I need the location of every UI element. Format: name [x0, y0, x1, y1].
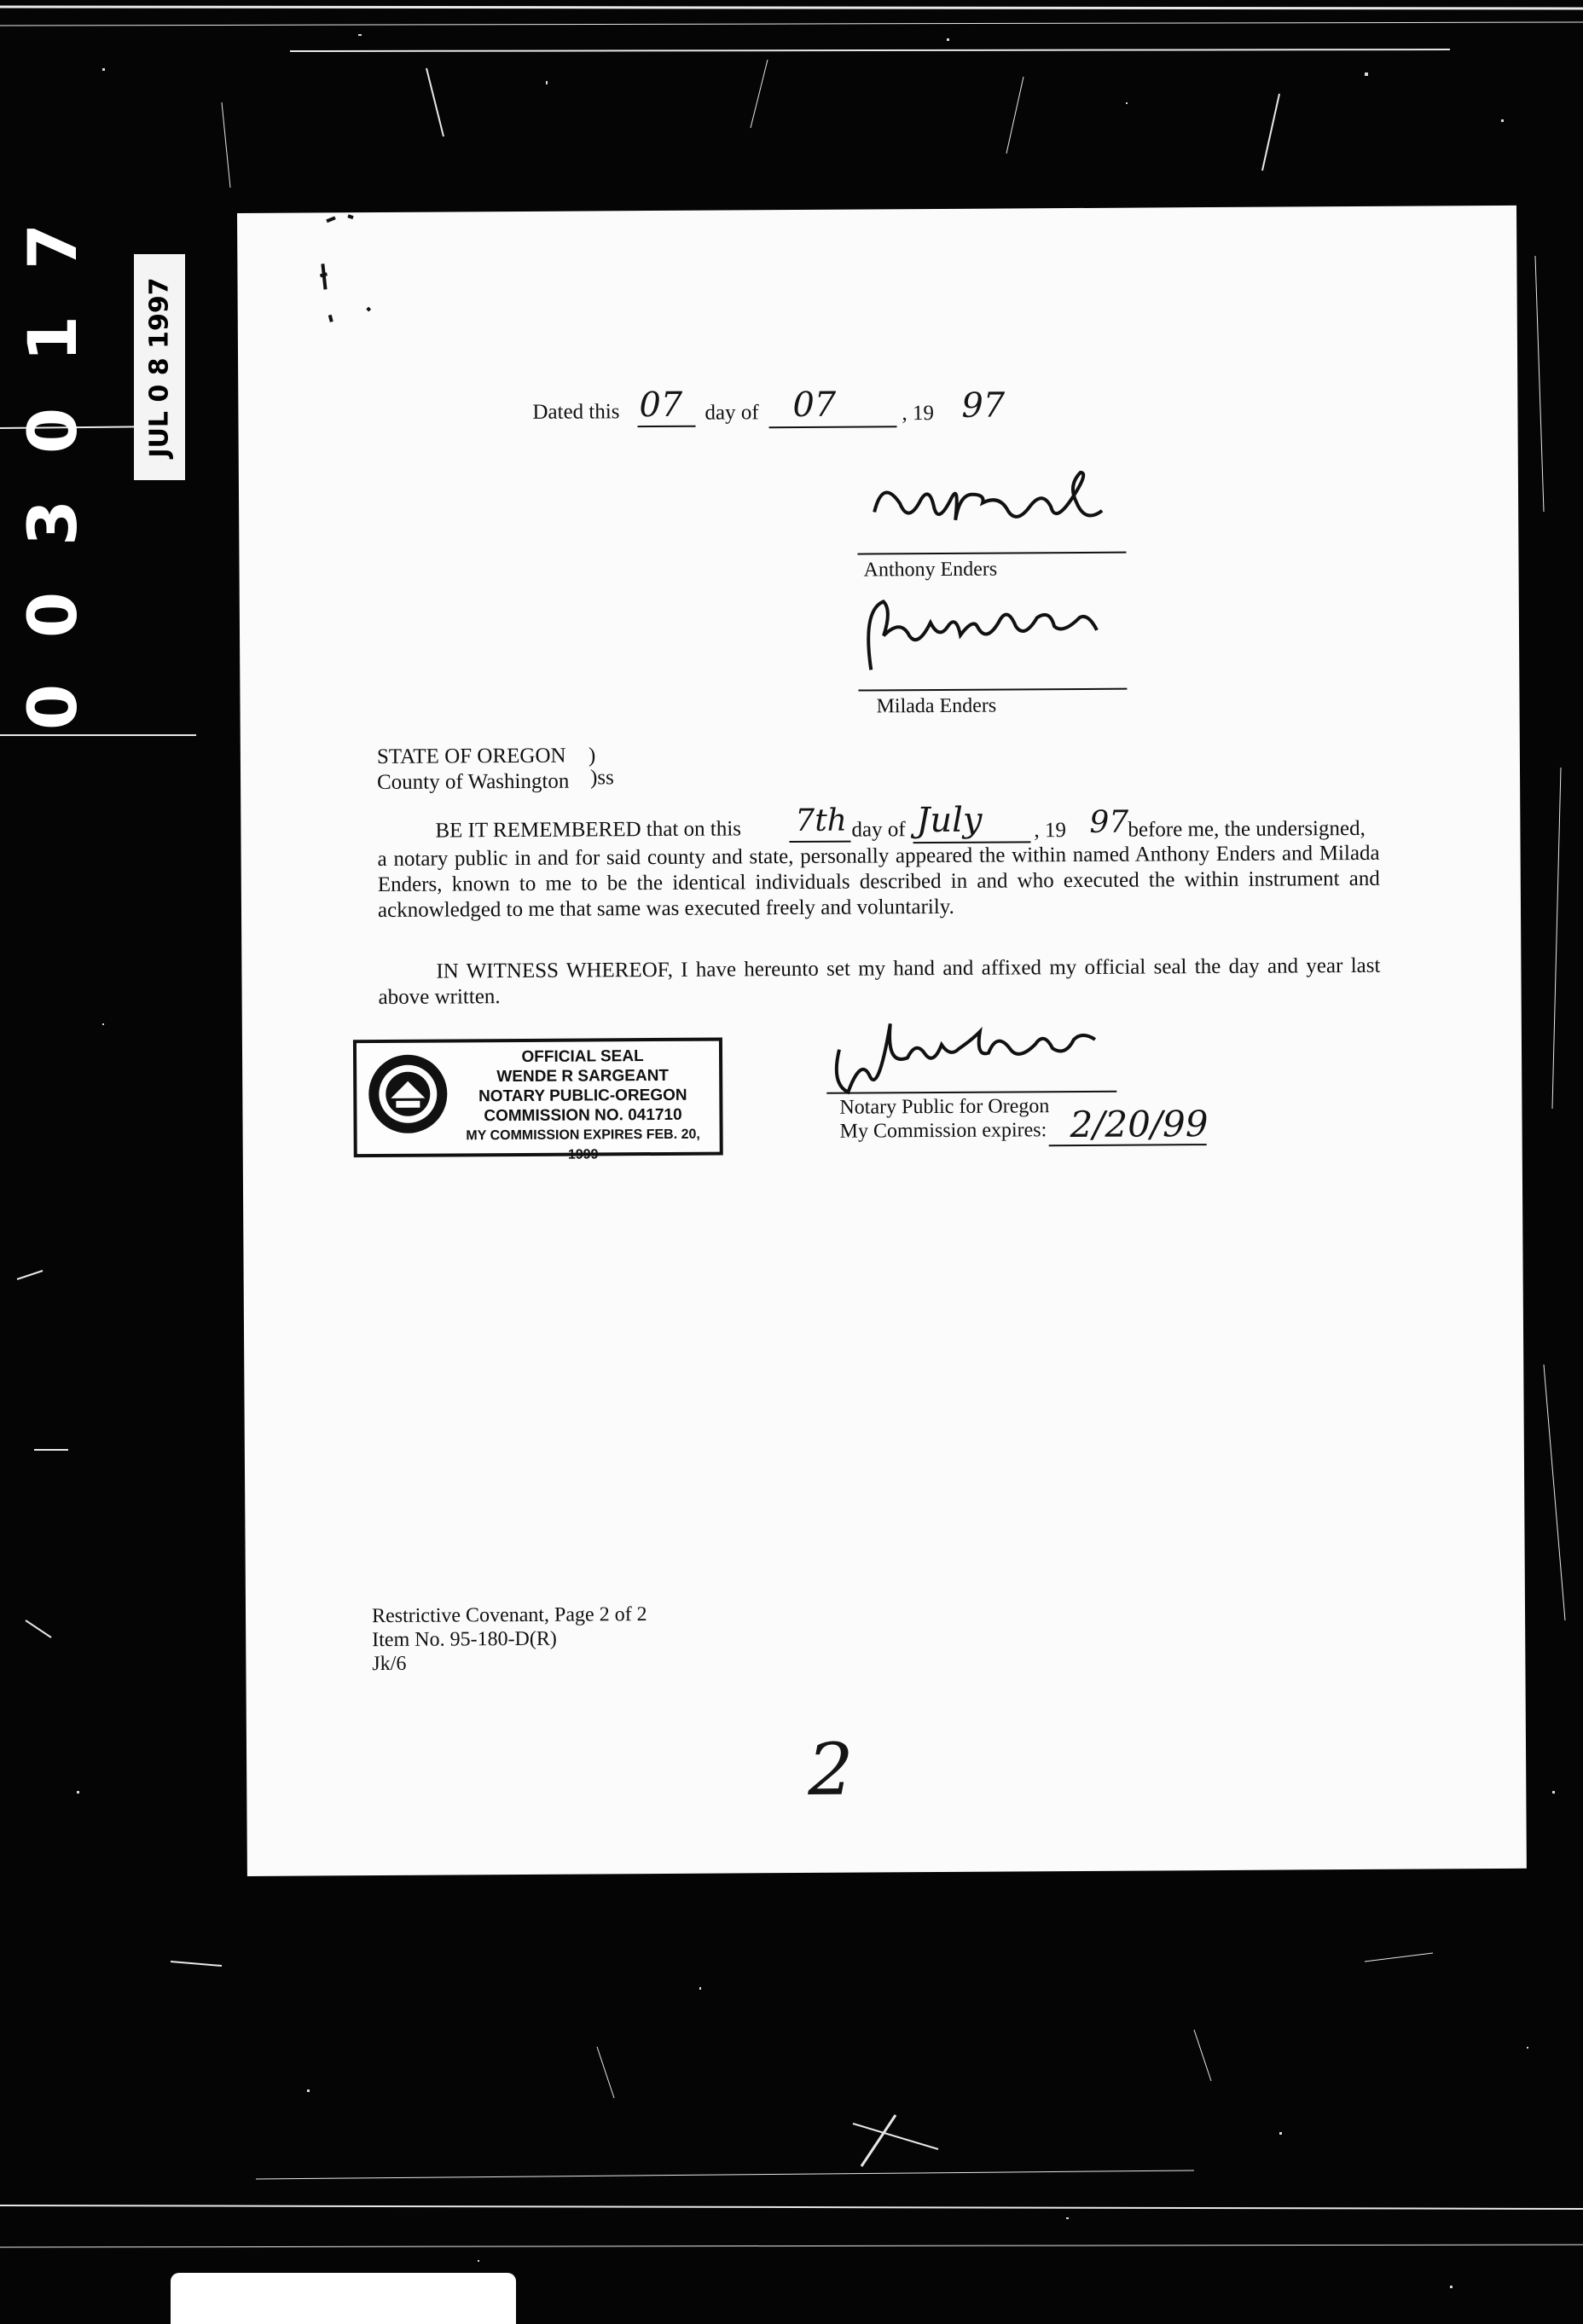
ack-paragraph: a notary public in and for said county and state, personally appeared the within named Anthony Enders and Milada Enders, known to me to be the identical individuals described in and who executed the within instrument and acknowledged to me that same was executed freely and voluntarily.	[377, 841, 1380, 923]
venue-county: County of Washington	[376, 769, 570, 795]
ack-year-prefix: , 19	[1034, 819, 1067, 843]
document-footer	[372, 1602, 647, 1676]
venue-state: STATE OF OREGON	[376, 744, 566, 769]
venue-county-bracket: )ss	[589, 766, 614, 790]
venue-state-bracket: )	[588, 744, 596, 768]
recording-date: JUL 0 8 1997	[144, 276, 175, 458]
witness-paragraph: IN WITNESS WHEREOF, I have hereunto set my hand and affixed my official seal the day and year last above written.	[378, 953, 1381, 1010]
notary-signature	[814, 1014, 1122, 1101]
film-label-tab	[171, 2273, 516, 2324]
frame-digit: 0	[15, 591, 92, 639]
footer-line: Item No. 95-180-D(R)	[372, 1627, 557, 1652]
footer-line: Restrictive Covenant, Page 2 of 2	[371, 1603, 647, 1628]
dated-month: 07	[792, 385, 837, 426]
seal-line: COMMISSION NO. 041710	[484, 1105, 682, 1126]
notary-expires-value: 2/20/99	[1070, 1103, 1209, 1146]
scan-marks	[288, 212, 391, 341]
ack-day: 7th	[795, 803, 848, 839]
ack-day-of: day of	[851, 818, 906, 842]
ack-month: July	[916, 800, 983, 841]
dated-mid: day of	[705, 401, 759, 425]
state-seal-icon	[365, 1051, 451, 1137]
dated-year: 97	[961, 385, 1006, 426]
film-frame-number	[15, 200, 92, 753]
dated-line	[532, 400, 619, 425]
frame-digit: 0	[15, 407, 92, 455]
ack-line1-end: before me, the undersigned,	[1128, 816, 1366, 842]
notary-title: Notary Public for Oregon	[839, 1095, 1050, 1119]
dated-day: 07	[639, 385, 683, 426]
month-underline	[769, 426, 897, 428]
footer-line: Jk/6	[372, 1652, 407, 1676]
seal-line: OFFICIAL SEAL	[521, 1047, 644, 1066]
frame-digit: 0	[15, 683, 92, 731]
dated-year-prefix: , 19	[902, 402, 935, 426]
frame-digit: 3	[15, 499, 92, 547]
signer-name-1: Anthony Enders	[863, 558, 998, 582]
ack-day-underline	[790, 841, 851, 843]
seal-line: WENDE R SARGEANT	[496, 1066, 670, 1087]
seal-line: NOTARY PUBLIC-OREGON	[478, 1086, 687, 1106]
frame-digit: 7	[15, 223, 92, 270]
dated-prefix: Dated this	[532, 400, 620, 424]
signature-line-2	[858, 688, 1127, 692]
seal-line: MY COMMISSION EXPIRES FEB. 20, 1999	[466, 1127, 700, 1162]
signer-name-2: Milada Enders	[876, 694, 997, 718]
frame-digit: 1	[15, 315, 92, 362]
anthony-enders-signature	[857, 460, 1114, 555]
ack-year: 97	[1089, 804, 1129, 840]
document-page	[237, 206, 1527, 1876]
recording-date-stamp	[134, 254, 185, 480]
notary-expires-label: My Commission expires:	[839, 1119, 1047, 1143]
milada-enders-signature	[837, 583, 1110, 687]
ack-lead: BE IT REMEMBERED that on this	[435, 817, 742, 843]
notary-seal	[353, 1038, 723, 1162]
page-number: 2	[807, 1727, 854, 1811]
day-underline	[638, 426, 696, 427]
